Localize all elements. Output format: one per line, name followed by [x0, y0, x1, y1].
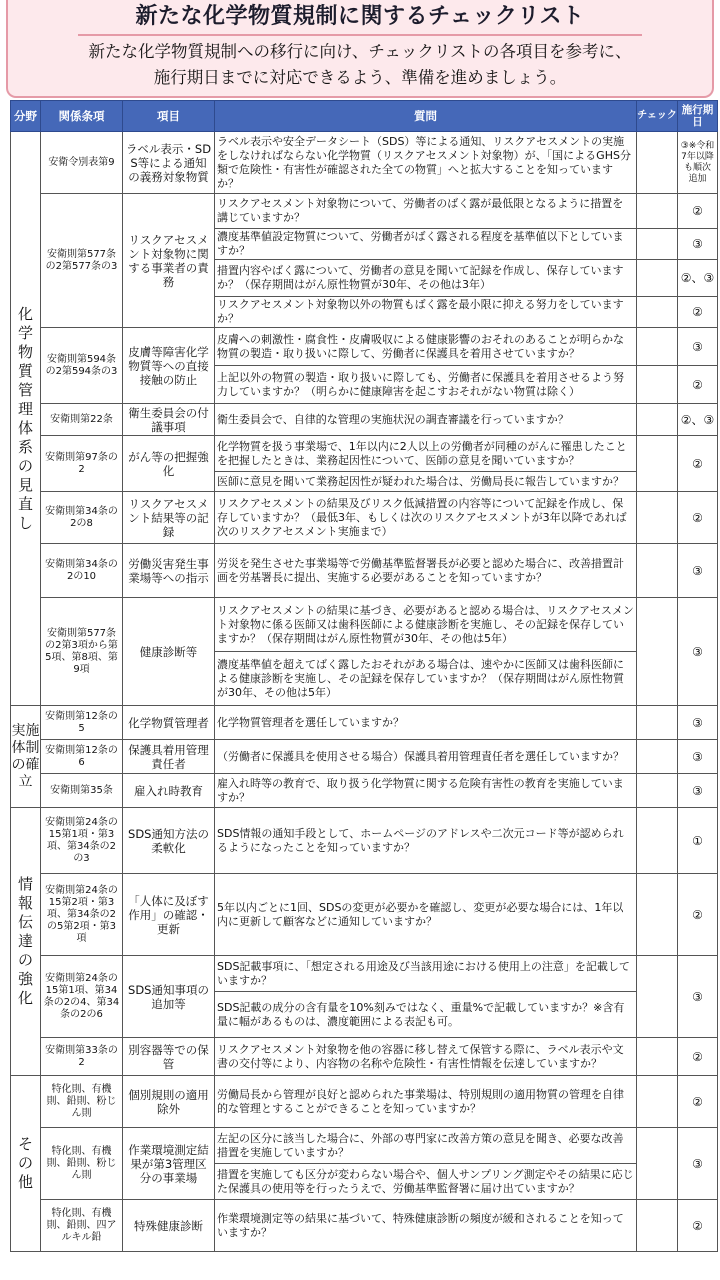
table-row [11, 1128, 718, 1164]
table-row [11, 874, 718, 956]
question-cell: 左記の区分に該当した場合に、外部の専門家に改善方策の意見を聞き、必要な改善措置を実施していますか？ [215, 1128, 637, 1164]
question-cell: 作業環境測定等の結果に基づいて、特殊健康診断の頻度が緩和されることを知っていますか？ [215, 1200, 637, 1252]
check-box[interactable] [637, 874, 678, 956]
question-cell: リスクアセスメントの結果に基づき、必要があると認める場合は、リスクアセスメント対象物に係る医師又は歯科医師による健康診断を実施し、その記録を保存していますか？（保存期間はがん原性物質が30年、その他は5年） [215, 598, 637, 652]
date-cell: ② [678, 492, 718, 544]
table-row [11, 1200, 718, 1252]
table-row [11, 194, 718, 229]
item-cell: 別容器等での保管 [123, 1038, 215, 1076]
check-box[interactable] [637, 706, 678, 740]
checklist-table [10, 100, 718, 1252]
law-cell: 安衛則第12条の5 [41, 706, 123, 740]
date-cell: ② [678, 436, 718, 492]
law-cell: 特化則、有機則、鉛則、粉じん則 [41, 1128, 123, 1200]
question-cell: 措置内容やばく露について、労働者の意見を聞いて記録を作成し、保存していますか？（保存期間はがん原性物質が30年、その他は3年） [215, 260, 637, 297]
item-cell: 雇入れ時教育 [123, 774, 215, 808]
date-cell: ③ [678, 229, 718, 260]
item-cell: 皮膚等障害化学物質等への直接接触の防止 [123, 328, 215, 404]
check-box[interactable] [637, 492, 678, 544]
category-label: その他 [11, 1076, 41, 1252]
date-cell: ③ [678, 598, 718, 706]
check-box[interactable] [637, 194, 678, 229]
date-cell: ① [678, 808, 718, 874]
header-question: 質問 [215, 101, 637, 132]
question-cell: 化学物質を扱う事業場で、1年以内に2人以上の労働者が同種のがんに罹患したことを把握したときは、業務起因性について、医師の意見を聞いていますか？ [215, 436, 637, 472]
law-cell: 安衛則第24条の15第2項・第3項、第34条の2の5第2項・第3項 [41, 874, 123, 956]
law-cell: 安衛則第22条 [41, 404, 123, 436]
check-box[interactable] [637, 808, 678, 874]
item-cell: がん等の把握強化 [123, 436, 215, 492]
check-box[interactable] [637, 598, 678, 706]
question-cell: リスクアセスメントの結果及びリスク低減措置の内容等について記録を作成し、保存していますか？（最低3年、もしくは次のリスクアセスメントが3年以降であれば次のリスクアセスメント実施まで） [215, 492, 637, 544]
check-box[interactable] [637, 404, 678, 436]
law-cell: 安衛則第577条の2第3項から第5項、第8項、第9項 [41, 598, 123, 706]
subtitle-line-1: 新たな化学物質規制への移行に向け、チェックリストの各項目を参考に、 [88, 42, 632, 61]
table-row [11, 808, 718, 874]
law-cell: 安衛則第35条 [41, 774, 123, 808]
item-cell: 保護具着用管理責任者 [123, 740, 215, 774]
law-cell: 安衛則第34条の2の8 [41, 492, 123, 544]
law-cell: 安衛則第12条の6 [41, 740, 123, 774]
question-cell: （労働者に保護具を使用させる場合）保護具着用管理責任者を選任していますか？ [215, 740, 637, 774]
date-cell: ② [678, 1200, 718, 1252]
item-cell: ラベル表示・SDS等による通知の義務対象物質 [123, 132, 215, 194]
header-check: チェック [637, 101, 678, 132]
table-row [11, 132, 718, 194]
check-box[interactable] [637, 366, 678, 404]
date-cell: ②、③ [678, 260, 718, 297]
check-box[interactable] [637, 1038, 678, 1076]
question-cell: 5年以内ごとに1回、SDSの変更が必要かを確認し、変更が必要な場合には、1年以内に更新して顧客などに通知していますか？ [215, 874, 637, 956]
table-row [11, 956, 718, 992]
item-cell: SDS通知事項の追加等 [123, 956, 215, 1038]
law-cell: 安衛則第97条の2 [41, 436, 123, 492]
check-box[interactable] [637, 328, 678, 366]
date-cell: ② [678, 297, 718, 328]
table-header-row [11, 101, 718, 132]
check-box[interactable] [637, 774, 678, 808]
question-cell: ラベル表示や安全データシート（SDS）等による通知、リスクアセスメントの実施をしなければならない化学物質（リスクアセスメント対象物）が、「国によるGHS分類で危険性・有害性が確認された全ての物質」へと拡大することを知っていますか？ [215, 132, 637, 194]
item-cell: 特殊健康診断 [123, 1200, 215, 1252]
question-cell: 労災を発生させた事業場等で労働基準監督署長が必要と認めた場合に、改善措置計画を労基署長に提出、実施する必要があることを知っていますか？ [215, 544, 637, 598]
question-cell: SDS情報の通知手段として、ホームページのアドレスや二次元コード等が認められるようになったことを知っていますか？ [215, 808, 637, 874]
question-cell: 濃度基準値を超えてばく露したおそれがある場合は、速やかに医師又は歯科医師による健康診断を実施し、その記録を保存していますか？（保存期間はがん原性物質が30年、その他は5年） [215, 652, 637, 706]
check-box[interactable] [637, 436, 678, 492]
date-cell: ③※令和7年以降も順次追加 [678, 132, 718, 194]
page-title: 新たな化学物質規制に関するチェックリスト [78, 0, 642, 36]
question-cell: 雇入れ時等の教育で、取り扱う化学物質に関する危険有害性の教育を実施していますか？ [215, 774, 637, 808]
item-cell: 労働災害発生事業場等への指示 [123, 544, 215, 598]
category-label: 情報伝達の強化 [11, 808, 41, 1076]
table-row [11, 1038, 718, 1076]
law-cell: 安衛則第24条の15第1項、第34条の2の4、第34条の2の6 [41, 956, 123, 1038]
date-cell: ② [678, 1038, 718, 1076]
question-cell: 衛生委員会で、自律的な管理の実施状況の調査審議を行っていますか？ [215, 404, 637, 436]
date-cell: ③ [678, 328, 718, 366]
item-cell: 「人体に及ぼす作用」の確認・更新 [123, 874, 215, 956]
item-cell: 化学物質管理者 [123, 706, 215, 740]
page-subtitle [8, 36, 712, 91]
table-row [11, 328, 718, 366]
table-row [11, 706, 718, 740]
question-cell: 上記以外の物質の製造・取り扱いに際しても、労働者に保護具を着用させるよう努力していますか？（明らかに健康障害を起こすおそれがない物質は除く） [215, 366, 637, 404]
question-cell: 皮膚への刺激性・腐食性・皮膚吸収による健康影響のおそれのあることが明らかな物質の製造・取り扱いに際して、労働者に保護具を着用させていますか？ [215, 328, 637, 366]
item-cell: リスクアセスメント結果等の記録 [123, 492, 215, 544]
question-cell: 労働局長から管理が良好と認められた事業場は、特別規則の適用物質の管理を自律的な管理とすることができることを知っていますか？ [215, 1076, 637, 1128]
category-label: 実施体制の確立 [11, 706, 41, 808]
table-row [11, 436, 718, 472]
check-box[interactable] [637, 260, 678, 297]
item-cell: SDS通知方法の柔軟化 [123, 808, 215, 874]
check-box[interactable] [637, 1128, 678, 1200]
table-row [11, 774, 718, 808]
table-row [11, 404, 718, 436]
table-row [11, 598, 718, 652]
item-cell: 健康診断等 [123, 598, 215, 706]
question-cell: SDS記載事項に、「想定される用途及び当該用途における使用上の注意」を記載していますか？ [215, 956, 637, 992]
category-label: 化学物質管理体系の見直し [11, 132, 41, 706]
check-box[interactable] [637, 1200, 678, 1252]
check-box[interactable] [637, 1076, 678, 1128]
subtitle-line-2: 施行期日までに対応できるよう、準備を進めましょう。 [153, 68, 567, 87]
law-cell: 安衛則第24条の15第1項・第3項、第34条の2の3 [41, 808, 123, 874]
header-date: 施行期日 [678, 101, 718, 132]
table-row [11, 492, 718, 544]
item-cell: 衛生委員会の付議事項 [123, 404, 215, 436]
table-row [11, 1076, 718, 1128]
table-row [11, 544, 718, 598]
check-box[interactable] [637, 544, 678, 598]
item-cell: 個別規則の適用除外 [123, 1076, 215, 1128]
item-cell: 作業環境測定結果が第3管理区分の事業場 [123, 1128, 215, 1200]
date-cell: ③ [678, 544, 718, 598]
law-cell: 安衛則第594条の2第594条の3 [41, 328, 123, 404]
date-cell: ③ [678, 1128, 718, 1200]
date-cell: ② [678, 194, 718, 229]
check-box[interactable] [637, 956, 678, 1038]
header-category: 分野 [11, 101, 41, 132]
law-cell: 特化則、有機則、鉛則、粉じん則 [41, 1076, 123, 1128]
date-cell: ③ [678, 774, 718, 808]
check-box[interactable] [637, 132, 678, 194]
law-cell: 安衛令別表第9 [41, 132, 123, 194]
question-cell: 化学物質管理者を選任していますか？ [215, 706, 637, 740]
date-cell: ③ [678, 740, 718, 774]
date-cell: ② [678, 874, 718, 956]
check-box[interactable] [637, 229, 678, 260]
law-cell: 安衛則第33条の2 [41, 1038, 123, 1076]
header [6, 0, 714, 98]
question-cell: 措置を実施しても区分が変わらない場合や、個人サンプリング測定やその結果に応じた保護具の使用等を行ったうえで、労働基準監督署に届け出ていますか？ [215, 1164, 637, 1200]
question-cell: 医師に意見を聞いて業務起因性が疑われた場合は、労働局長に報告していますか？ [215, 472, 637, 492]
question-cell: リスクアセスメント対象物を他の容器に移し替えて保管する際に、ラベル表示や文書の交付等により、内容物の名称や危険性・有害性情報を伝達していますか？ [215, 1038, 637, 1076]
question-cell: SDS記載の成分の含有量を10%刻みではなく、重量%で記載していますか？※含有量に幅があるものは、濃度範囲による表記も可。 [215, 992, 637, 1038]
question-cell: リスクアセスメント対象物について、労働者のばく露が最低限となるように措置を講じていますか？ [215, 194, 637, 229]
header-item: 項目 [123, 101, 215, 132]
law-cell: 安衛則第577条の2第577条の3 [41, 194, 123, 328]
header-law: 関係条項 [41, 101, 123, 132]
check-box[interactable] [637, 297, 678, 328]
date-cell: ② [678, 366, 718, 404]
date-cell: ② [678, 1076, 718, 1128]
date-cell: ③ [678, 706, 718, 740]
law-cell: 特化則、有機則、鉛則、四アルキル鉛 [41, 1200, 123, 1252]
check-box[interactable] [637, 740, 678, 774]
date-cell: ②、③ [678, 404, 718, 436]
item-cell: リスクアセスメント対象物に関する事業者の責務 [123, 194, 215, 328]
question-cell: リスクアセスメント対象物以外の物質もばく露を最小限に抑える努力をしていますか？ [215, 297, 637, 328]
law-cell: 安衛則第34条の2の10 [41, 544, 123, 598]
table-row [11, 740, 718, 774]
date-cell: ③ [678, 956, 718, 1038]
question-cell: 濃度基準値設定物質について、労働者がばく露される程度を基準値以下としていますか？ [215, 229, 637, 260]
